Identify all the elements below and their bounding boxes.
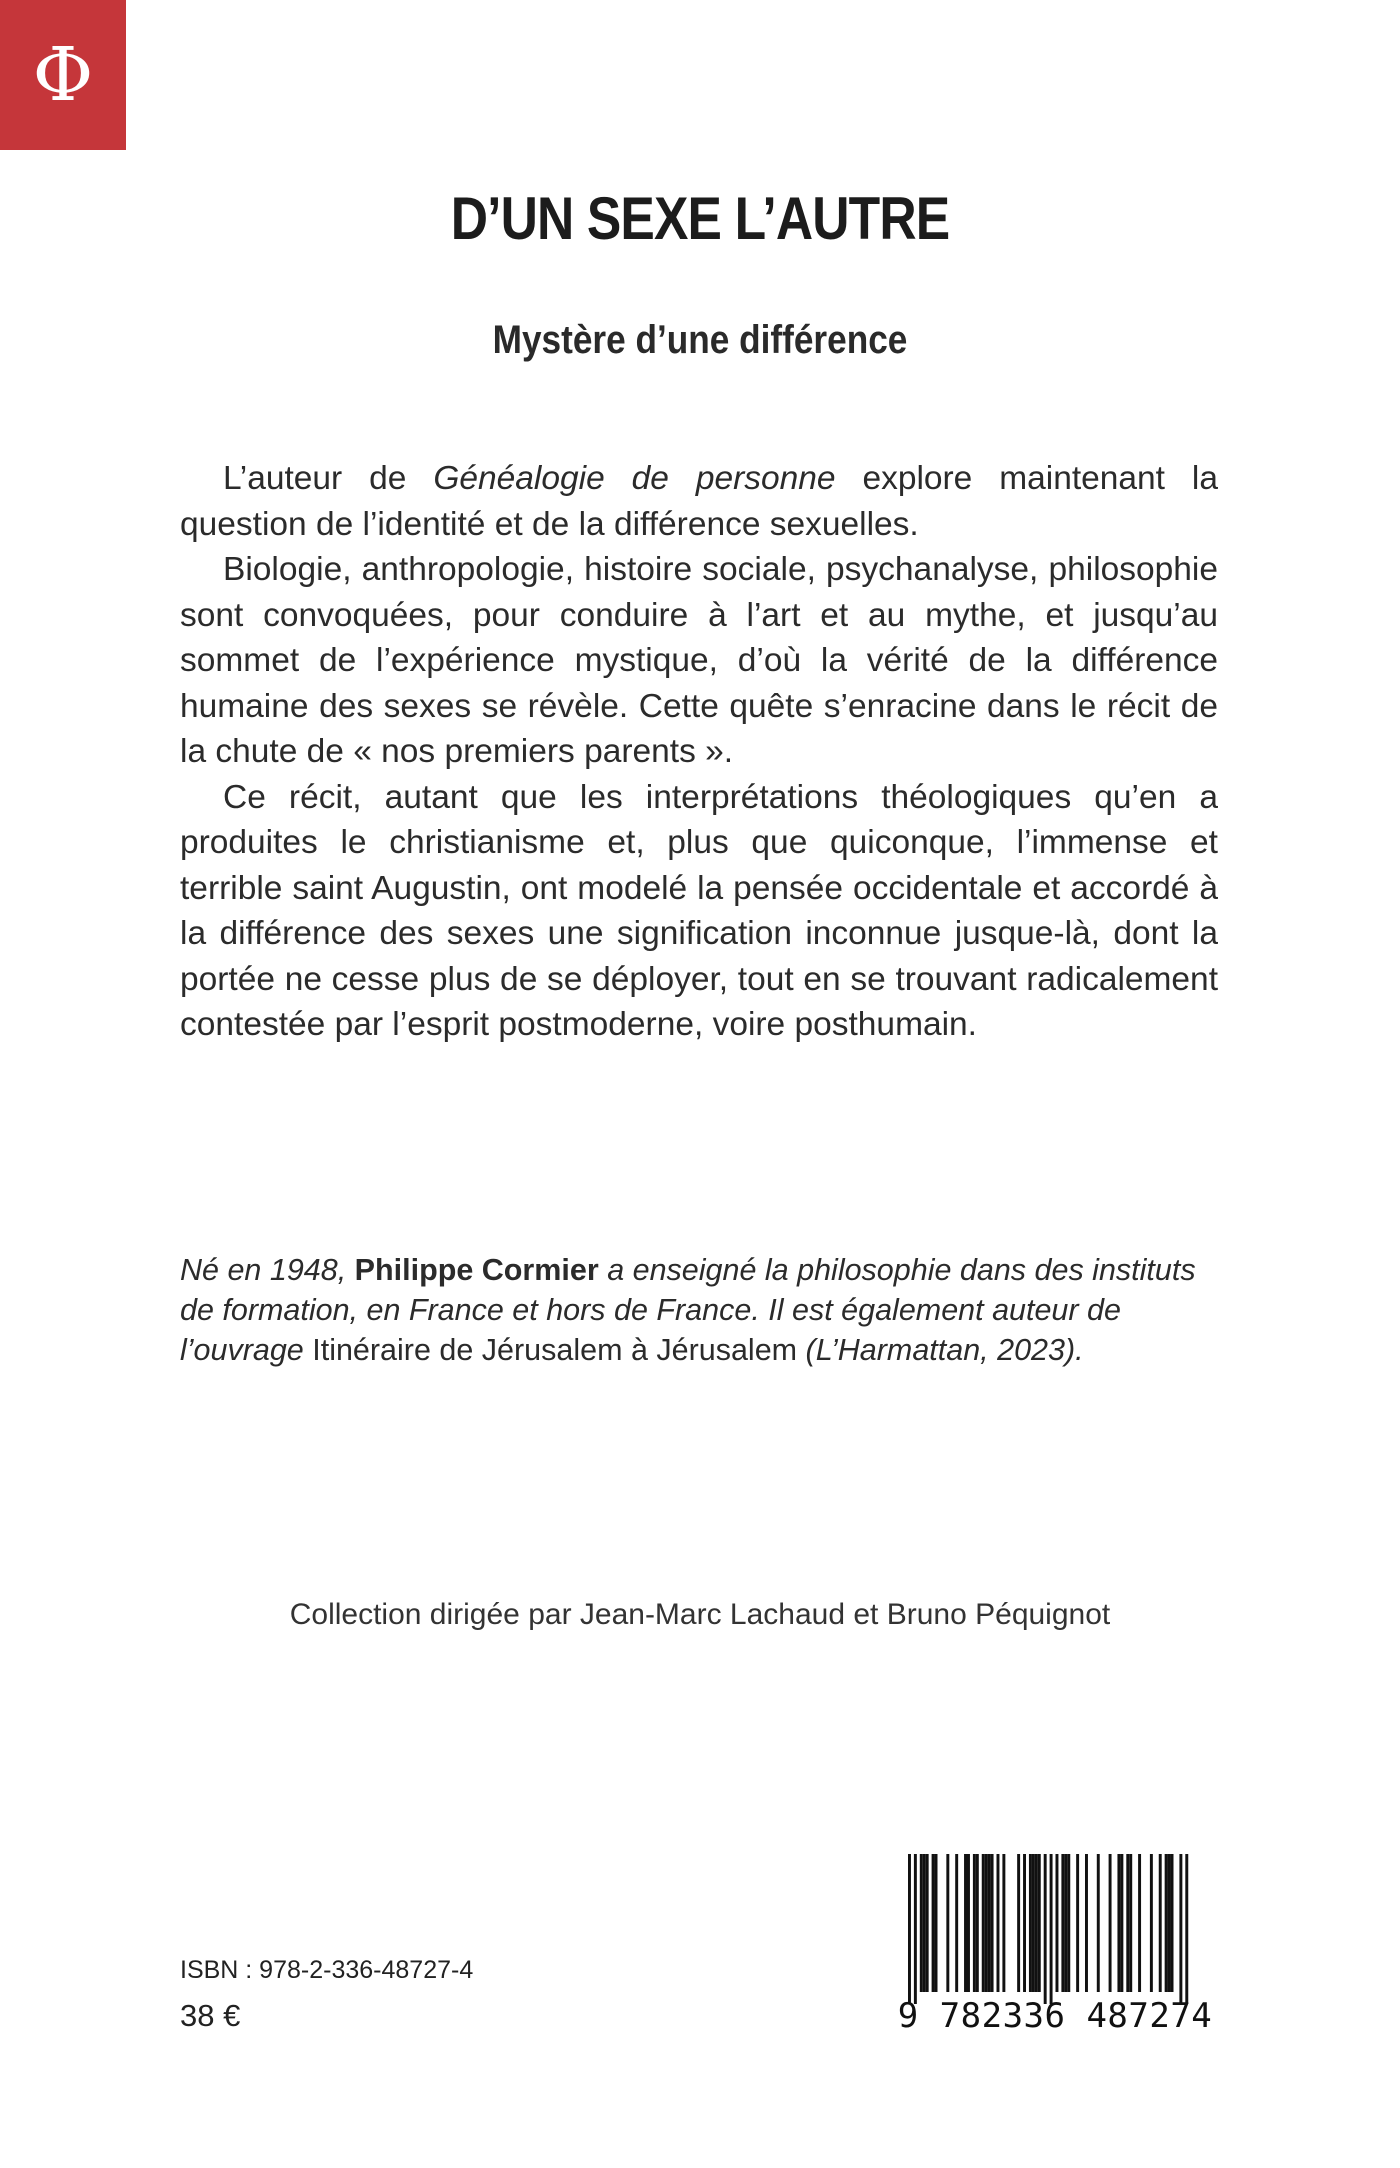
book-blurb [180,456,1218,1048]
barcode-bar [1117,1854,1120,1992]
blurb-book-reference: Généalogie de personne [433,460,836,497]
barcode-bar [988,1854,991,1992]
barcode-bar [1168,1854,1171,1992]
barcode [884,1854,1226,2042]
barcode-bar [1185,1854,1188,2004]
barcode-bar [1138,1854,1141,1992]
barcode-bar [1061,1854,1064,1992]
barcode-bar [964,1854,967,1992]
price-label: 38 € [180,1998,241,2033]
book-title: D’UN SEXE L’AUTRE [450,185,950,252]
barcode-bar [946,1854,949,1992]
barcode-bar [1165,1854,1168,1992]
barcode-bar [1171,1854,1174,1992]
barcode-bar [985,1854,988,1992]
blurb-text: explore maintenant la question de l’identité et de la différence sexuelles. [180,460,1218,543]
barcode-bars [884,1854,1226,2004]
collection-credit: Collection dirigée par Jean-Marc Lachaud et Bruno Péquignot [289,1598,1111,1631]
author-bio [180,1250,1220,1370]
blurb-text: L’auteur de [223,460,434,497]
publisher-logo [0,0,126,150]
barcode-bar [1067,1854,1070,1992]
isbn-label: ISBN : 978-2-336-48727-4 [180,1956,474,1984]
author-name: Philippe Cormier [354,1253,599,1287]
barcode-bar [1035,1854,1038,1992]
barcode-bar [976,1854,979,1992]
barcode-bar [1076,1854,1079,1992]
barcode-bar [1023,1854,1026,1992]
bio-text: Né en 1948, [180,1253,355,1287]
bio-text: (L’Harmattan, 2023). [797,1333,1084,1367]
barcode-bar [955,1854,958,1992]
barcode-bar [1056,1854,1059,1992]
barcode-bar [1032,1854,1035,1992]
barcode-bar [1159,1854,1162,1992]
barcode-bar [926,1854,929,1992]
barcode-bar [1129,1854,1132,1992]
barcode-bar [997,1854,1000,1992]
barcode-bar [1109,1854,1112,1992]
barcode-bar [1050,1854,1053,2004]
barcode-digits: 9 782336 487274 [897,1996,1213,2036]
barcode-bar [1044,1854,1047,2004]
barcode-bar [1150,1854,1153,1992]
barcode-bar [967,1854,970,1992]
barcode-bar [1002,1854,1005,1992]
barcode-bar [973,1854,976,1992]
barcode-bar [991,1854,994,1992]
blurb-paragraph-3: Ce récit, autant que les interprétations théologiques qu’en a produites le christianisme et, plus que quiconque, l’immense et terrible saint Augustin, ont modelé la pensée occidentale et accordé à la différence des sexes une signification inconnue jusque-là, dont la portée ne cesse plus de se déployer, tout en se trouvant radicalement contestée par l’esprit postmoderne, voire posthumain. [180,778,1218,1043]
barcode-bar [982,1854,985,1992]
book-subtitle: Mystère d’une différence [492,318,908,362]
barcode-bar [1126,1854,1129,1992]
barcode-bar [1097,1854,1100,1992]
barcode-bar [932,1854,935,1992]
bio-work-title: Itinéraire de Jérusalem à Jérusalem [312,1333,798,1367]
blurb-paragraph-1 [180,456,1218,547]
barcode-bar [1120,1854,1123,1992]
barcode-bar [935,1854,938,1992]
barcode-bar [1017,1854,1020,1992]
barcode-bar [908,1854,911,2004]
blurb-paragraph-2: Biologie, anthropologie, histoire sociale, psychanalyse, philosophie sont convoquées, pour conduire à l’art et au mythe, et jusqu’au sommet de l’expérience mystique, d’où la vérité de la différence humaine des sexes se révèle. Cette quête s’enracine dans le récit de la chute de « nos premiers parents ». [180,551,1218,770]
barcode-bar [920,1854,923,1992]
bio-text: a enseigné la philosophie dans des instituts de formation, en France et hors de France. Il est également auteur de l’ouvrage [180,1253,1196,1367]
phi-logo-icon: Φ [32,32,94,118]
barcode-bar [1064,1854,1067,1992]
barcode-bar [914,1854,917,2004]
barcode-bar [1038,1854,1041,1992]
barcode-bar [1085,1854,1088,1992]
barcode-bar [923,1854,926,1992]
barcode-bar [1179,1854,1182,2004]
barcode-bar [1029,1854,1032,1992]
